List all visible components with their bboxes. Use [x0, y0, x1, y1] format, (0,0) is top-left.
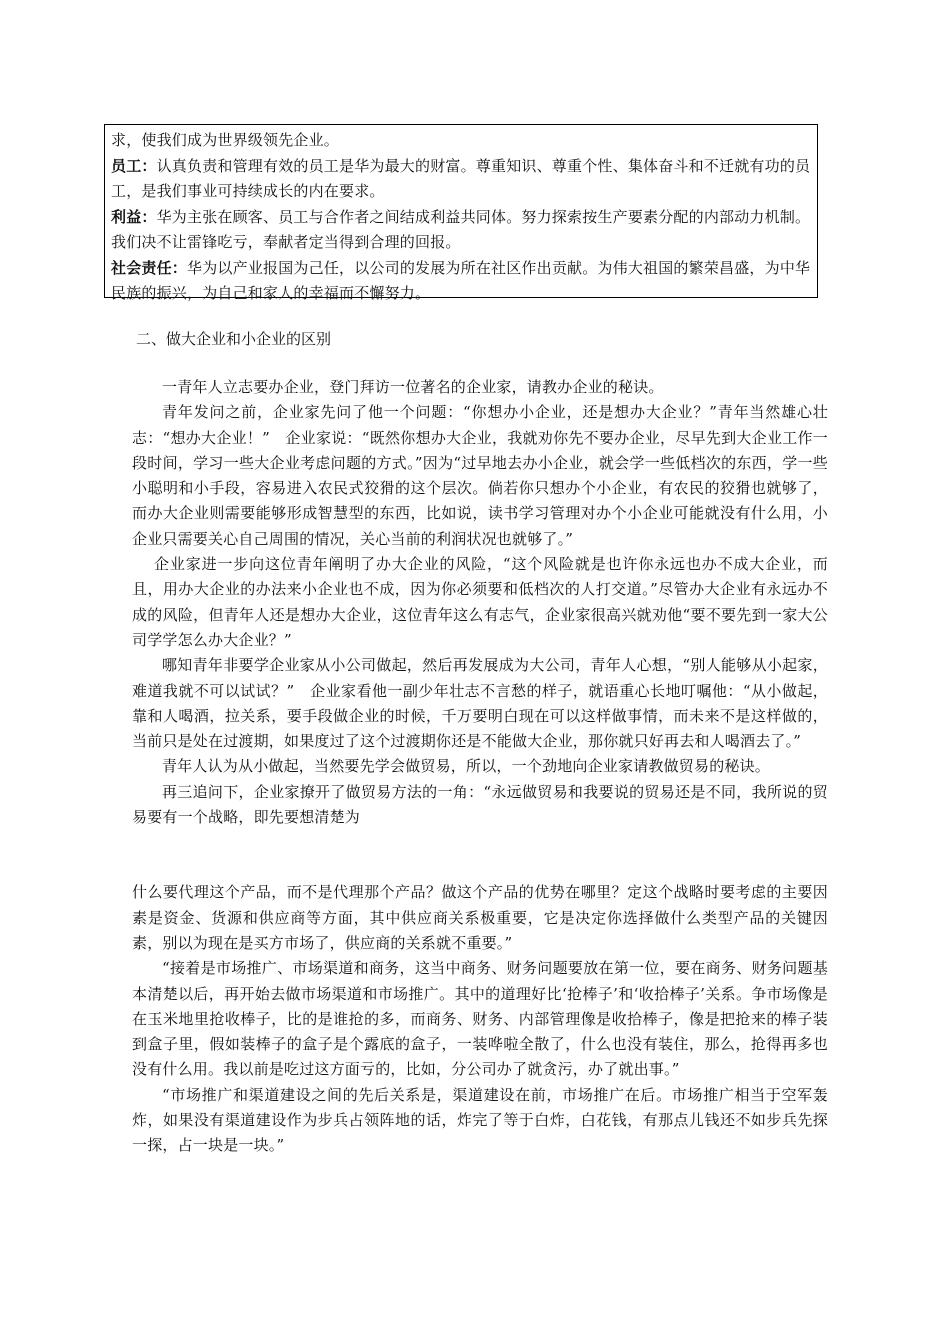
article-body	[132, 375, 828, 1159]
values-interests	[111, 205, 811, 256]
paragraph: 青年发问之前，企业家先问了他一个问题：“你想办小企业，还是想办大企业？”青年当然雄心壮志：“想办大企业！” 企业家说：“既然你想办大企业，我就劝你先不要办企业，尽早先到大企业工作一段时间，学习一些大企业考虑问题的方式。”因为“过早地去办小企业，就会学一些低档次的东西，学一些小聪明和小手段，容易进入农民式狡猾的这个层次。倘若你只想办个小企业，有农民的狡猾也就够了，而办大企业则需要能够形成智慧型的东西，比如说，读书学习管理对办个小企业可能就没有什么用，小企业只需要关心自己周围的情况，关心当前的利润状况也就够了。”	[132, 403, 828, 548]
paragraph: “接着是市场推广、市场渠道和商务，这当中商务、财务问题要放在第一位，要在商务、财务问题基本清楚以后，再开始去做市场渠道和市场推广。其中的道理好比‘抢棒子’和‘收拾棒子’关系。争市场像是在玉米地里抢收棒子，比的是谁抢的多，而商务、财务、内部管理像是收拾棒子，像是把抢来的棒子装到盒子里，假如装棒子的盒子是个露底的盒子，一装哗啦全散了，什么也没有装住，那么，抢得再多也没有什么用。我以前是吃过这方面亏的，比如，分公司办了就贪污，办了就出事。”	[132, 959, 828, 1079]
interests-label: 利益：	[111, 207, 157, 226]
company-values-box	[104, 124, 818, 302]
paragraph: 一青年人立志要办企业，登门拜访一位著名的企业家，请教办企业的秘诀。	[162, 378, 664, 396]
social-text: 华为以产业报国为己任，以公司的发展为所在社区作出贡献。为伟大祖国的繁荣昌盛，为中华民族的振兴，为自己和家人的幸福而不懈努力。	[111, 258, 811, 302]
paragraph: 企业家进一步向这位青年阐明了办大企业的风险，“这个风险就是也许你永远也办不成大企业，而且，用办大企业的办法来小企业也不成，因为你必须要和低档次的人打交道。”尽管办大企业有永远办不成的风险，但青年人还是想办大企业，这位青年这么有志气，企业家很高兴就劝他“要不要先到一家大公司学学怎么办大企业？”	[132, 555, 828, 649]
employees-label: 员工：	[111, 156, 157, 175]
values-social	[111, 256, 811, 307]
social-label: 社会责任：	[111, 258, 188, 277]
values-employees	[111, 154, 811, 205]
paragraph: 哪知青年非要学企业家从小公司做起，然后再发展成为大公司，青年人心想，“别人能够从小起家，难道我就不可以试试？” 企业家看他一副少年壮志不言愁的样子，就语重心长地叮嘱他：“从小做起，靠和人喝酒，拉关系，要手段做企业的时候，千万要明白现在可以这样做事情，而未来不是这样做的，当前只是处在过渡期，如果度过了这个过渡期你还是不能做大企业，那你就只好再去和人喝酒去了。”	[132, 656, 828, 751]
paragraph: 再三追问下，企业家撩开了做贸易方法的一角：“永远做贸易和我要说的贸易还是不同，我所说的贸易要有一个战略，即先要想清楚为	[132, 782, 828, 827]
values-intro-line: 求，使我们成为世界级领先企业。	[111, 131, 340, 149]
interests-text: 华为主张在顾客、员工与合作者之间结成利益共同体。努力探索按生产要素分配的内部动力机制。我们决不让雷锋吃亏，奉献者定当得到合理的回报。	[111, 207, 811, 251]
employees-text: 认真负责和管理有效的员工是华为最大的财富。尊重知识、尊重个性、集体奋斗和不迁就有功的员工，是我们事业可持续成长的内在要求。	[111, 156, 811, 200]
section-heading: 二、做大企业和小企业的区别	[136, 330, 332, 348]
paragraph: 什么要代理这个产品，而不是代理那个产品？做这个产品的优势在哪里？定这个战略时要考虑的主要因素是资金、货源和供应商等方面，其中供应商关系极重要，它是决定你选择做什么类型产品的关键因素，别以为现在是买方市场了，供应商的关系就不重要。”	[132, 883, 828, 952]
paragraph: 青年人认为从小做起，当然要先学会做贸易，所以，一个劲地向企业家请教做贸易的秘诀。	[162, 757, 771, 776]
page-gap	[132, 830, 828, 880]
paragraph: “市场推广和渠道建设之间的先后关系是，渠道建设在前，市场推广在后。市场推广相当于空军轰炸，如果没有渠道建设作为步兵占领阵地的话，炸完了等于白炸，白花钱，有那点儿钱还不如步兵先探一探，占一块是一块。”	[132, 1085, 828, 1155]
